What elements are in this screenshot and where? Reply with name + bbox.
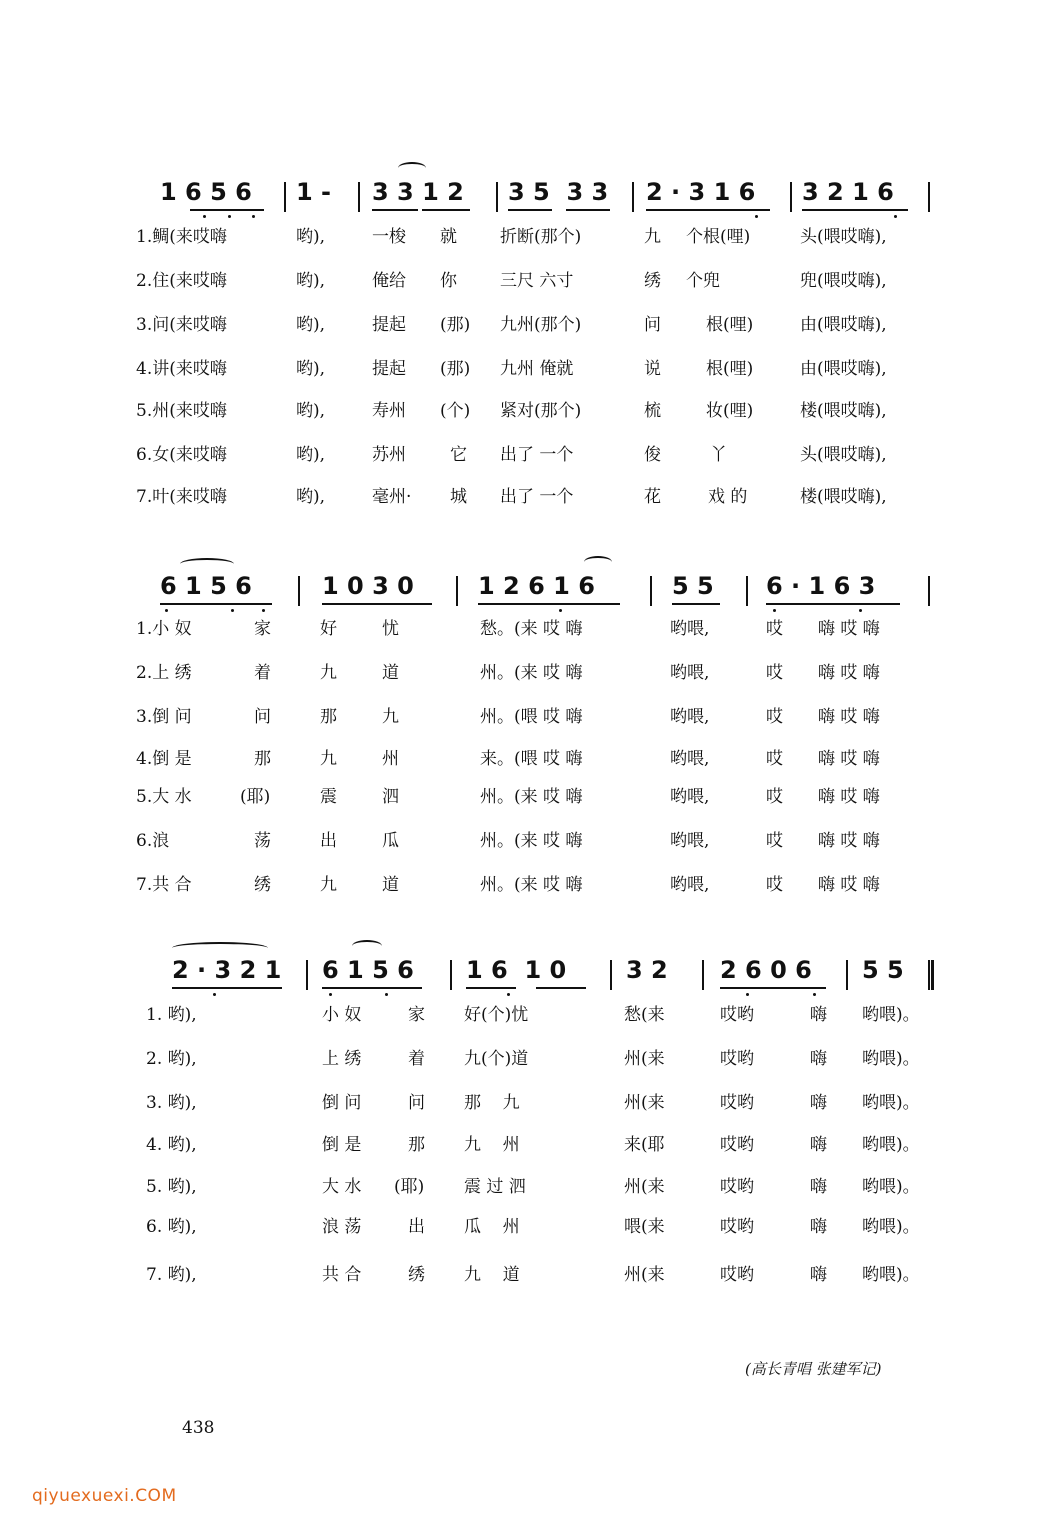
notation-line-2: [0, 572, 1062, 612]
lyric-syllable: 州(来: [624, 1049, 665, 1069]
lyric-syllable: 愁(来: [624, 1005, 665, 1025]
lyric-syllable: 那: [320, 707, 337, 727]
lyric-row: [0, 396, 1062, 426]
lyric-syllable: 哎: [766, 663, 783, 683]
lyric-syllable: 嗨: [810, 1217, 827, 1237]
lyric-syllable: 4.讲(来哎嗨: [136, 359, 227, 379]
barline: [702, 960, 704, 990]
notation-line-1: [0, 178, 1062, 218]
lyric-syllable: 哟喂,: [670, 619, 710, 639]
lyric-row: [0, 702, 1062, 732]
lyric-syllable: 哟),: [296, 315, 326, 335]
lyric-syllable: 哟喂,: [670, 875, 710, 895]
lyric-syllable: 楼(喂哎嗨),: [800, 401, 887, 421]
lyric-row: [0, 310, 1062, 340]
lyric-syllable: 楼(喂哎嗨),: [800, 487, 887, 507]
lyric-syllable: 俺给: [372, 271, 406, 291]
lyric-syllable: 哎哟: [720, 1265, 754, 1285]
lyric-syllable: 由(喂哎嗨),: [800, 315, 887, 335]
lyric-syllable: 由(喂哎嗨),: [800, 359, 887, 379]
lyric-syllable: 州。(来 哎 嗨: [480, 831, 583, 851]
measure-1: 6 1 5 6: [160, 572, 252, 600]
lyric-syllable: 九(个)道: [464, 1049, 529, 1069]
slur: [584, 556, 612, 568]
octave-dot: [231, 609, 234, 612]
barline: [928, 182, 930, 212]
beam: [646, 209, 770, 211]
barline: [496, 182, 498, 212]
lyric-syllable: 7.共 合: [136, 875, 192, 895]
beam: [160, 603, 272, 605]
lyric-syllable: 嗨 哎 嗨: [818, 831, 880, 851]
octave-dot: [813, 993, 816, 996]
beam: [672, 603, 720, 605]
lyric-syllable: 哟喂)。: [862, 1177, 920, 1197]
lyric-row: [0, 482, 1062, 512]
lyric-syllable: 1. 哟),: [146, 1005, 197, 1025]
lyric-syllable: 九州(那个): [500, 315, 582, 335]
lyric-row: [0, 1212, 1062, 1242]
lyric-syllable: 就: [440, 227, 457, 247]
lyric-syllable: 问: [644, 315, 661, 335]
octave-dot: [755, 215, 758, 218]
barline: [456, 576, 458, 606]
lyric-syllable: 根(哩): [706, 315, 754, 335]
lyric-syllable: 2.住(来哎嗨: [136, 271, 227, 291]
lyric-syllable: 哟),: [296, 445, 326, 465]
barline: [928, 576, 930, 606]
lyric-syllable: 6.浪: [136, 831, 170, 851]
lyric-syllable: 哎哟: [720, 1177, 754, 1197]
lyric-syllable: 5.州(来哎嗨: [136, 401, 227, 421]
measure-1: 2 · 3 2 1: [172, 956, 282, 984]
octave-dot: [894, 215, 897, 218]
lyric-syllable: (那): [440, 315, 471, 335]
lyric-syllable: 哟喂)。: [862, 1093, 920, 1113]
lyric-syllable: 九州 俺就: [500, 359, 574, 379]
octave-dot: [507, 993, 510, 996]
lyric-syllable: 兜(喂哎嗨),: [800, 271, 887, 291]
beam: [566, 209, 610, 211]
lyric-syllable: 1.鲷(来哎嗨: [136, 227, 227, 247]
lyric-syllable: 上 绣: [322, 1049, 362, 1069]
lyric-row: [0, 826, 1062, 856]
lyric-syllable: 那 九: [464, 1093, 520, 1113]
lyric-syllable: 州。(来 哎 嗨: [480, 663, 583, 683]
lyric-syllable: 寿州: [372, 401, 406, 421]
beam: [322, 603, 432, 605]
lyric-syllable: 瓜: [382, 831, 399, 851]
lyric-syllable: 俊: [644, 445, 661, 465]
lyric-syllable: 好: [320, 619, 337, 639]
beam: [422, 209, 470, 211]
lyric-syllable: 问: [408, 1093, 425, 1113]
measure-3: 1 6 1 0: [466, 956, 567, 984]
lyric-syllable: 紧对(那个): [500, 401, 582, 421]
lyric-syllable: 6.女(来哎嗨: [136, 445, 227, 465]
measure-6: 3 2 1 6: [802, 178, 894, 206]
lyric-syllable: 3.倒 问: [136, 707, 192, 727]
lyric-syllable: 嗨: [810, 1135, 827, 1155]
octave-dot: [213, 993, 216, 996]
lyric-syllable: 哎哟: [720, 1217, 754, 1237]
lyric-syllable: 嗨: [810, 1049, 827, 1069]
lyric-syllable: 家: [408, 1005, 425, 1025]
barline: [298, 576, 300, 606]
lyric-syllable: 哟),: [296, 271, 326, 291]
lyric-syllable: 州(来: [624, 1093, 665, 1113]
lyric-syllable: 嗨: [810, 1005, 827, 1025]
octave-dot: [228, 215, 231, 218]
lyric-syllable: 哟喂,: [670, 787, 710, 807]
barline: [450, 960, 452, 990]
octave-dot: [559, 609, 562, 612]
lyric-syllable: 出: [320, 831, 337, 851]
lyric-syllable: 哟喂)。: [862, 1005, 920, 1025]
octave-dot: [329, 993, 332, 996]
lyric-syllable: 震 过 泗: [464, 1177, 526, 1197]
lyric-syllable: 哟),: [296, 401, 326, 421]
lyric-syllable: 5.大 水: [136, 787, 192, 807]
measure-4: 5 5: [672, 572, 714, 600]
lyric-syllable: 城: [450, 487, 467, 507]
lyric-syllable: 哎哟: [720, 1093, 754, 1113]
beam: [536, 987, 586, 989]
lyric-syllable: 花: [644, 487, 661, 507]
beam: [478, 603, 620, 605]
lyric-syllable: 提起: [372, 315, 406, 335]
lyric-syllable: 嗨 哎 嗨: [818, 707, 880, 727]
barline: [632, 182, 634, 212]
barline: [284, 182, 286, 212]
measure-2: 1 -: [296, 178, 332, 206]
lyric-syllable: 哎: [766, 707, 783, 727]
beam: [172, 987, 282, 989]
lyric-syllable: 说: [644, 359, 661, 379]
lyric-syllable: 九 州: [464, 1135, 520, 1155]
lyric-syllable: 4. 哟),: [146, 1135, 197, 1155]
lyric-syllable: 它: [450, 445, 467, 465]
lyric-syllable: 问: [254, 707, 271, 727]
lyric-syllable: (耶): [240, 787, 271, 807]
measure-3: 3 3 1 2: [372, 178, 464, 206]
lyric-syllable: 震: [320, 787, 337, 807]
lyric-syllable: 出: [408, 1217, 425, 1237]
octave-dot: [262, 609, 265, 612]
lyric-syllable: 嗨 哎 嗨: [818, 663, 880, 683]
octave-dot: [773, 609, 776, 612]
slur: [398, 162, 426, 174]
lyric-syllable: 哟喂,: [670, 663, 710, 683]
lyric-syllable: 7. 哟),: [146, 1265, 197, 1285]
site-watermark: qiyuexuexi.COM: [32, 1486, 177, 1506]
lyric-row: [0, 744, 1062, 774]
lyric-syllable: 哟喂)。: [862, 1135, 920, 1155]
lyric-syllable: 州。(来 哎 嗨: [480, 875, 583, 895]
octave-dot: [203, 215, 206, 218]
lyric-row: [0, 1088, 1062, 1118]
lyric-row: [0, 658, 1062, 688]
lyric-syllable: 倒 是: [322, 1135, 362, 1155]
lyric-syllable: 妆(哩): [706, 401, 754, 421]
beam: [766, 603, 900, 605]
lyric-syllable: 忧: [382, 619, 399, 639]
lyric-syllable: 来。(喂 哎 嗨: [480, 749, 583, 769]
lyric-row: [0, 266, 1062, 296]
barline: [358, 182, 360, 212]
octave-dot: [746, 993, 749, 996]
barline: [610, 960, 612, 990]
lyric-syllable: 头(喂哎嗨),: [800, 445, 887, 465]
lyric-syllable: 州(来: [624, 1177, 665, 1197]
slur: [172, 942, 268, 954]
lyric-syllable: 提起: [372, 359, 406, 379]
octave-dot: [385, 993, 388, 996]
lyric-syllable: 愁。(来 哎 嗨: [480, 619, 583, 639]
lyric-syllable: 州。(来 哎 嗨: [480, 787, 583, 807]
octave-dot: [859, 609, 862, 612]
barline: [790, 182, 792, 212]
lyric-syllable: 道: [382, 663, 399, 683]
lyric-syllable: 绣: [254, 875, 271, 895]
lyric-syllable: 哟喂)。: [862, 1217, 920, 1237]
lyric-syllable: 着: [408, 1049, 425, 1069]
lyric-row: [0, 222, 1062, 252]
barline: [306, 960, 308, 990]
final-barline: [928, 960, 934, 990]
measure-5: 2 · 3 1 6: [646, 178, 756, 206]
lyric-syllable: 嗨 哎 嗨: [818, 875, 880, 895]
lyric-syllable: 来(耶: [624, 1135, 665, 1155]
lyric-row: [0, 1000, 1062, 1030]
lyric-syllable: 九: [320, 749, 337, 769]
beam: [802, 209, 908, 211]
lyric-syllable: 一梭: [372, 227, 406, 247]
lyric-syllable: 九: [382, 707, 399, 727]
lyric-row: [0, 870, 1062, 900]
lyric-syllable: 九: [320, 875, 337, 895]
lyric-syllable: 绣: [644, 271, 661, 291]
measure-6: 5 5: [862, 956, 904, 984]
lyric-syllable: 嗨: [810, 1177, 827, 1197]
lyric-syllable: 那: [408, 1135, 425, 1155]
lyric-syllable: 你: [440, 271, 457, 291]
measure-4: 3 5 3 3: [508, 178, 609, 206]
measure-5: 6 · 1 6 3: [766, 572, 876, 600]
lyric-syllable: 州(来: [624, 1265, 665, 1285]
lyric-syllable: 哎: [766, 749, 783, 769]
lyric-syllable: 哎哟: [720, 1135, 754, 1155]
lyric-syllable: 喂(来: [624, 1217, 665, 1237]
lyric-syllable: 大 水: [322, 1177, 362, 1197]
lyric-syllable: 荡: [254, 831, 271, 851]
lyric-syllable: 哟喂,: [670, 749, 710, 769]
lyric-syllable: 丫: [710, 445, 727, 465]
lyric-syllable: 哟喂)。: [862, 1049, 920, 1069]
lyric-syllable: 绣: [408, 1265, 425, 1285]
lyric-syllable: 4.倒 是: [136, 749, 192, 769]
lyric-syllable: 个兜: [686, 271, 720, 291]
lyric-syllable: 州: [382, 749, 399, 769]
barline: [650, 576, 652, 606]
lyric-syllable: 嗨: [810, 1093, 827, 1113]
lyric-syllable: 州。(喂 哎 嗨: [480, 707, 583, 727]
lyric-syllable: 浪 荡: [322, 1217, 362, 1237]
lyric-syllable: (那): [440, 359, 471, 379]
lyric-row: [0, 782, 1062, 812]
lyric-syllable: 九: [644, 227, 661, 247]
lyric-syllable: 着: [254, 663, 271, 683]
beam: [322, 987, 422, 989]
lyric-row: [0, 1172, 1062, 1202]
lyric-syllable: 九 道: [464, 1265, 520, 1285]
lyric-row: [0, 1044, 1062, 1074]
slur: [180, 558, 234, 570]
lyric-syllable: 出了 一个: [500, 487, 574, 507]
lyric-row: [0, 440, 1062, 470]
lyric-syllable: 九: [320, 663, 337, 683]
lyric-syllable: 个根(哩): [686, 227, 751, 247]
lyric-syllable: 哟),: [296, 487, 326, 507]
beam: [720, 987, 826, 989]
lyric-syllable: 小 奴: [322, 1005, 362, 1025]
lyric-syllable: 梳: [644, 401, 661, 421]
measure-4: 3 2: [626, 956, 668, 984]
lyric-syllable: 哎: [766, 875, 783, 895]
lyric-syllable: 2.上 绣: [136, 663, 192, 683]
measure-3: 1 2 6 1 6: [478, 572, 595, 600]
lyric-syllable: 道: [382, 875, 399, 895]
lyric-syllable: (耶): [394, 1177, 425, 1197]
lyric-syllable: 折断(那个): [500, 227, 582, 247]
lyric-syllable: 倒 问: [322, 1093, 362, 1113]
barline: [746, 576, 748, 606]
lyric-syllable: 共 合: [322, 1265, 362, 1285]
lyric-syllable: 5. 哟),: [146, 1177, 197, 1197]
octave-dot: [252, 215, 255, 218]
lyric-syllable: 哟喂)。: [862, 1265, 920, 1285]
lyric-syllable: 出了 一个: [500, 445, 574, 465]
lyric-syllable: 2. 哟),: [146, 1049, 197, 1069]
lyric-syllable: 那: [254, 749, 271, 769]
performer-credit: (高长青唱 张建军记): [745, 1360, 882, 1378]
lyric-syllable: 哎: [766, 619, 783, 639]
beam: [190, 209, 264, 211]
lyric-syllable: 好(个)忧: [464, 1005, 529, 1025]
lyric-syllable: 戏 的: [708, 487, 748, 507]
lyric-syllable: 6. 哟),: [146, 1217, 197, 1237]
beam: [466, 987, 516, 989]
page-number: 438: [182, 1418, 215, 1438]
lyric-syllable: 泗: [382, 787, 399, 807]
lyric-syllable: 哎哟: [720, 1005, 754, 1025]
notation-line-3: [0, 956, 1062, 996]
lyric-row: [0, 1260, 1062, 1290]
lyric-syllable: (个): [440, 401, 471, 421]
lyric-syllable: 毫州·: [372, 487, 412, 507]
lyric-syllable: 苏州: [372, 445, 406, 465]
barline: [846, 960, 848, 990]
lyric-syllable: 三尺 六寸: [500, 271, 574, 291]
octave-dot: [165, 609, 168, 612]
lyric-syllable: 嗨 哎 嗨: [818, 619, 880, 639]
measure-1: 1 6 5 6: [160, 178, 252, 206]
beam: [508, 209, 552, 211]
measure-5: 2 6 0 6: [720, 956, 812, 984]
lyric-syllable: 3. 哟),: [146, 1093, 197, 1113]
lyric-syllable: 哟喂,: [670, 831, 710, 851]
lyric-syllable: 家: [254, 619, 271, 639]
lyric-syllable: 嗨 哎 嗨: [818, 749, 880, 769]
lyric-syllable: 嗨: [810, 1265, 827, 1285]
measure-2: 6 1 5 6: [322, 956, 414, 984]
lyric-syllable: 哟),: [296, 359, 326, 379]
lyric-syllable: 哎: [766, 787, 783, 807]
lyric-syllable: 头(喂哎嗨),: [800, 227, 887, 247]
lyric-syllable: 7.叶(来哎嗨: [136, 487, 227, 507]
lyric-syllable: 3.问(来哎嗨: [136, 315, 227, 335]
lyric-syllable: 哎哟: [720, 1049, 754, 1069]
lyric-syllable: 哟),: [296, 227, 326, 247]
lyric-syllable: 嗨 哎 嗨: [818, 787, 880, 807]
lyric-row: [0, 614, 1062, 644]
lyric-syllable: 根(哩): [706, 359, 754, 379]
lyric-row: [0, 354, 1062, 384]
measure-2: 1 0 3 0: [322, 572, 414, 600]
lyric-syllable: 哟喂,: [670, 707, 710, 727]
lyric-syllable: 哎: [766, 831, 783, 851]
lyric-syllable: 1.小 奴: [136, 619, 192, 639]
slur: [352, 940, 382, 952]
lyric-row: [0, 1130, 1062, 1160]
beam: [372, 209, 418, 211]
lyric-syllable: 瓜 州: [464, 1217, 520, 1237]
